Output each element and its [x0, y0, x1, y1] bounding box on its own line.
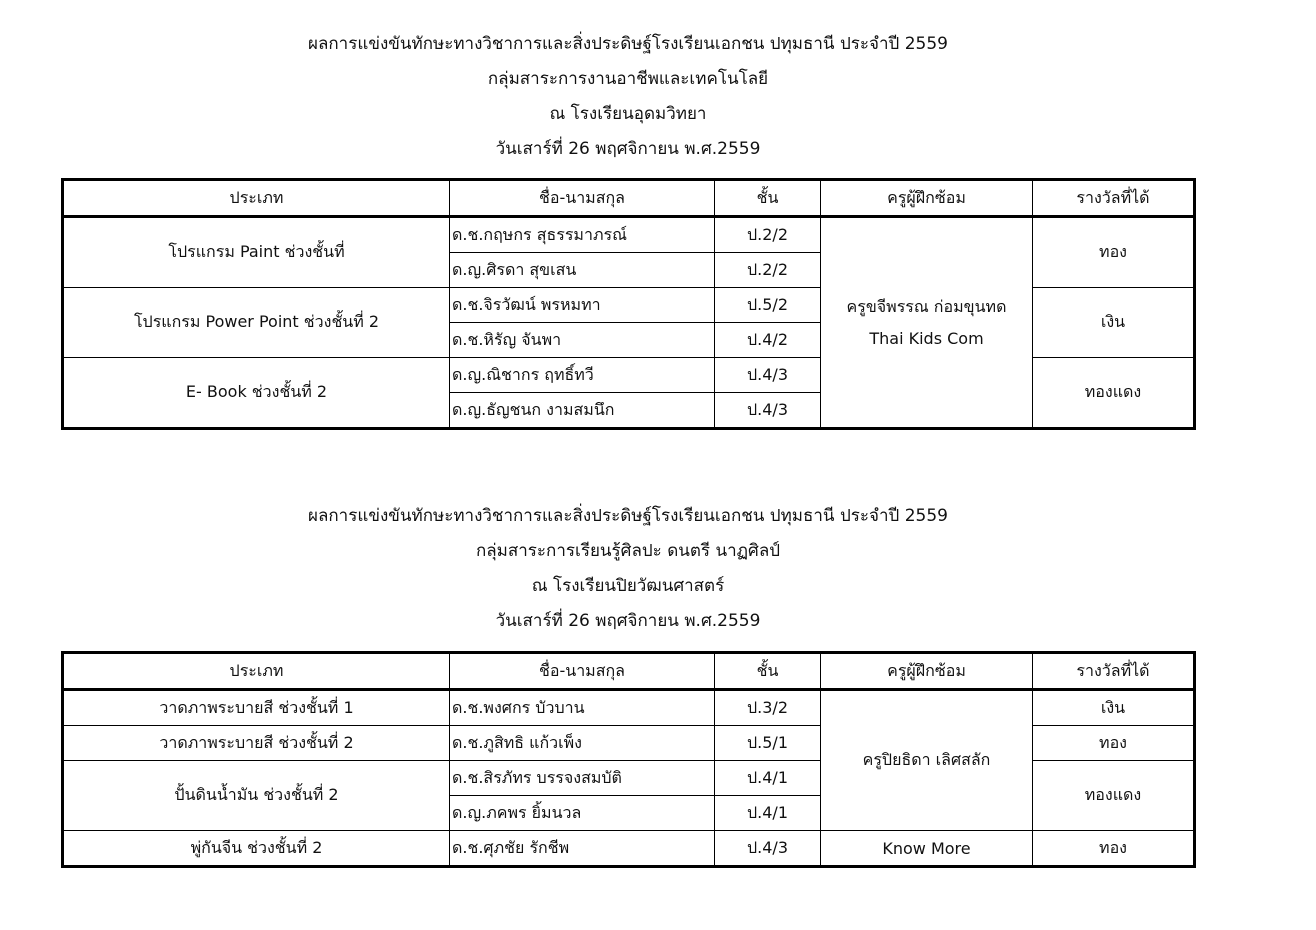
student-grade: ป.4/3: [715, 358, 821, 393]
coach-name: ครูขจีพรรณ ก่อมขุนทด: [846, 296, 1007, 316]
coach-team: Thai Kids Com: [869, 328, 984, 348]
coach-cell: ครูปิยธิดา เลิศสลัก: [821, 690, 1033, 831]
header-name: ชื่อ-นามสกุล: [450, 180, 715, 217]
header-category: ประเภท: [63, 653, 450, 690]
header-name: ชื่อ-นามสกุล: [450, 653, 715, 690]
student-grade: ป.4/2: [715, 323, 821, 358]
category-cell: โปรแกรม Power Point ช่วงชั้นที่ 2: [63, 288, 450, 358]
category-cell: วาดภาพระบายสี ช่วงชั้นที่ 2: [63, 726, 450, 761]
subject-group: กลุ่มสาระการงานอาชีพและเทคโนโลยี: [487, 69, 769, 89]
category-cell: โปรแกรม Paint ช่วงชั้นที่: [63, 217, 450, 288]
competition-title: ผลการแข่งขันทักษะทางวิชาการและสิ่งประดิษฐ์โรงเรียนเอกชน ปทุมธานี ประจำปี 2559: [308, 34, 948, 54]
award-cell: ทอง: [1033, 831, 1195, 867]
student-grade: ป.2/2: [715, 253, 821, 288]
header-grade: ชั้น: [715, 180, 821, 217]
section-1-heading: [0, 27, 1256, 167]
table-row: [63, 831, 1195, 867]
section-2-heading: [0, 499, 1256, 639]
student-grade: ป.2/2: [715, 217, 821, 253]
category-cell: พู่กันจีน ช่วงชั้นที่ 2: [63, 831, 450, 867]
student-name: ด.ช.ศุภชัย รักชีพ: [450, 831, 715, 867]
competition-title: ผลการแข่งขันทักษะทางวิชาการและสิ่งประดิษฐ์โรงเรียนเอกชน ปทุมธานี ประจำปี 2559: [308, 506, 948, 526]
header-coach: ครูผู้ฝึกซ้อม: [821, 180, 1033, 217]
student-grade: ป.4/3: [715, 831, 821, 867]
student-name: ด.ญ.ณิชากร ฤทธิ์ทวี: [450, 358, 715, 393]
category-cell: วาดภาพระบายสี ช่วงชั้นที่ 1: [63, 690, 450, 726]
student-grade: ป.4/1: [715, 796, 821, 831]
student-name: ด.ช.สิรภัทร บรรจงสมบัติ: [450, 761, 715, 796]
category-cell: E- Book ช่วงชั้นที่ 2: [63, 358, 450, 429]
student-name: ด.ญ.ศิรดา สุขเสน: [450, 253, 715, 288]
award-cell: เงิน: [1033, 288, 1195, 358]
student-grade: ป.5/1: [715, 726, 821, 761]
coach-cell: Know More: [821, 831, 1033, 867]
subject-group: กลุ่มสาระการเรียนรู้ศิลปะ ดนตรี นาฏศิลป์: [475, 541, 781, 561]
table-row: [63, 690, 1195, 726]
event-date: วันเสาร์ที่ 26 พฤศจิกายน พ.ศ.2559: [495, 611, 761, 631]
header-grade: ชั้น: [715, 653, 821, 690]
student-name: ด.ช.หิรัญ จันพา: [450, 323, 715, 358]
student-grade: ป.4/3: [715, 393, 821, 429]
award-cell: ทอง: [1033, 217, 1195, 288]
award-cell: ทอง: [1033, 726, 1195, 761]
coach-cell: [821, 217, 1033, 429]
header-category: ประเภท: [63, 180, 450, 217]
award-cell: เงิน: [1033, 690, 1195, 726]
student-grade: ป.3/2: [715, 690, 821, 726]
award-cell: ทองแดง: [1033, 358, 1195, 429]
award-cell: ทองแดง: [1033, 761, 1195, 831]
student-grade: ป.5/2: [715, 288, 821, 323]
header-coach: ครูผู้ฝึกซ้อม: [821, 653, 1033, 690]
venue: ณ โรงเรียนอุดมวิทยา: [549, 104, 707, 124]
category-cell: ปั้นดินน้ำมัน ช่วงชั้นที่ 2: [63, 761, 450, 831]
header-award: รางวัลที่ได้: [1033, 180, 1195, 217]
student-name: ด.ช.จิรวัฒน์ พรหมทา: [450, 288, 715, 323]
results-table-2: [61, 651, 1196, 868]
student-name: ด.ช.ภูสิทธิ แก้วเพ็ง: [450, 726, 715, 761]
table-header-row: [63, 653, 1195, 690]
venue: ณ โรงเรียนปิยวัฒนศาสตร์: [531, 576, 725, 596]
table-header-row: [63, 180, 1195, 217]
student-grade: ป.4/1: [715, 761, 821, 796]
event-date: วันเสาร์ที่ 26 พฤศจิกายน พ.ศ.2559: [495, 139, 761, 159]
student-name: ด.ญ.ภคพร ยิ้มนวล: [450, 796, 715, 831]
student-name: ด.ช.พงศกร บัวบาน: [450, 690, 715, 726]
student-name: ด.ญ.ธัญชนก งามสมนึก: [450, 393, 715, 429]
results-table-1: [61, 178, 1196, 430]
header-award: รางวัลที่ได้: [1033, 653, 1195, 690]
student-name: ด.ช.กฤษกร สุธรรมาภรณ์: [450, 217, 715, 253]
table-row: [63, 217, 1195, 253]
